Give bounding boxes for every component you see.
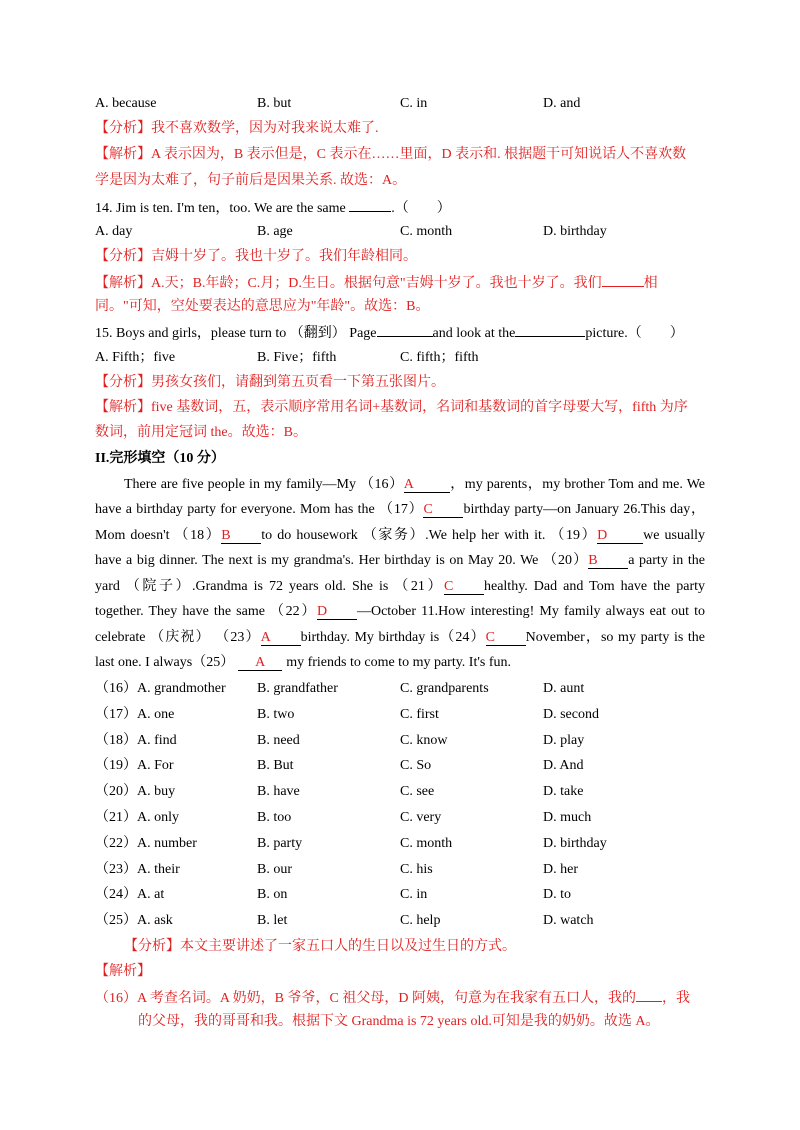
choice-16-b: B. grandfather [257, 681, 338, 696]
explain-item-16-cont: 的父母，我的哥哥和我。根据下文 Grandma is 72 years old.可知是我的奶奶。故选 A。 [138, 1014, 660, 1029]
passage-analysis: 【分析】本文主要讲述了一家五口人的生日以及过生日的方式。 [124, 939, 516, 954]
passage-text: —October 11.How interesting! My family always eat out to [356, 604, 706, 619]
q14-explain-line2: 同。"可知，空处要表达的意思应为"年龄"。故选：B。 [95, 299, 430, 314]
choice-17-b: B. two [257, 707, 295, 722]
passage-text: birthday. My birthday is（24） [300, 630, 486, 645]
passage-text: my friends to come to my party. It's fun. [286, 655, 511, 670]
choice-22-c: C. month [400, 836, 453, 851]
explain-item-16-text: （16）A 考查名词。A 奶奶，B 爷爷，C 祖父母，D 阿姨，句意为在我家有五口人，我的 [95, 991, 636, 1006]
passage-text: have a birthday party for everyone. Mom has the （17） [95, 502, 424, 517]
choice-20-c: C. see [400, 784, 435, 799]
choice-21-d: D. much [543, 810, 592, 825]
q13-option-a: A. because [95, 96, 157, 111]
choice-19-d: D. And [543, 758, 584, 773]
passage-line-1 [124, 476, 705, 494]
answer-19: D [597, 529, 643, 544]
q14-stem [95, 198, 451, 218]
answer-21: C [444, 580, 484, 595]
choice-16-c: C. grandparents [400, 681, 489, 696]
q15-option-c: C. fifth；fifth [400, 350, 479, 365]
choice-18-d: D. play [543, 733, 585, 748]
passage-line-6 [95, 603, 705, 621]
passage-text: healthy. Dad and Tom have the party [483, 579, 705, 594]
q15-explain-line1: 【解析】five 基数词，五，表示顺序常用名词+基数词，名词和基数词的首字母要大写，fifth 为序 [95, 400, 688, 415]
q14-analysis: 【分析】吉姆十岁了。我也十岁了。我们年龄相同。 [95, 249, 417, 264]
choice-20-d: D. take [543, 784, 584, 799]
choice-25-c: C. help [400, 913, 441, 928]
choice-25-b: B. let [257, 913, 288, 928]
explain-item-16-blank [636, 988, 662, 1002]
choice-24-d: D. to [543, 887, 571, 902]
passage-line-7 [95, 629, 705, 647]
q14-stem-text: 14. Jim is ten. I'm ten，too. We are the same [95, 201, 346, 216]
choice-18-b: B. need [257, 733, 300, 748]
answer-16: A [404, 478, 450, 493]
choice-17-a: （17）A. one [95, 707, 175, 722]
section-title: II.完形填空（10 分） [95, 451, 225, 466]
q15-stem-text: 15. Boys and girls，please turn to （翻到） Page [95, 326, 377, 341]
choice-18-a: （18）A. find [95, 733, 177, 748]
q13-explain-line2: 学是因为太难了，句子前后是因果关系. 故选：A。 [95, 173, 407, 188]
passage-text: a party in the [628, 553, 705, 568]
answer-17: C [423, 503, 463, 518]
q13-analysis: 【分析】我不喜欢数学，因为对我来说太难了. [95, 121, 379, 136]
choice-21-c: C. very [400, 810, 442, 825]
q15-stem [95, 323, 684, 343]
q15-option-b: B. Five；fifth [257, 350, 337, 365]
q15-analysis: 【分析】男孩女孩们，请翻到第五页看一下第五张图片。 [95, 375, 445, 390]
q14-explain-end: 相 [643, 276, 658, 291]
choice-21-b: B. too [257, 810, 292, 825]
passage-text: birthday party—on January 26.This day， [463, 502, 706, 517]
choice-24-a: （24）A. at [95, 887, 165, 902]
explain-item-16 [95, 988, 690, 1008]
answer-20: B [588, 554, 628, 569]
q14-option-a: A. day [95, 224, 133, 239]
choice-23-b: B. our [257, 862, 292, 877]
passage-text: yard （院子）.Grandma is 72 years old. She is （21） [95, 579, 444, 594]
choice-24-b: B. on [257, 887, 288, 902]
q13-explain-line1: 【解析】A 表示因为，B 表示但是，C 表示在……里面，D 表示和. 根据题干可知说话人不喜欢数 [95, 147, 687, 162]
passage-line-2 [95, 501, 705, 519]
answer-22: D [317, 605, 357, 620]
choice-20-a: （20）A. buy [95, 784, 176, 799]
choice-25-d: D. watch [543, 913, 594, 928]
passage-text: November，so my party is the [525, 630, 706, 645]
passage-text: together. They have the same （22） [95, 604, 317, 619]
passage-text: There are five people in my family—My （16） [124, 477, 404, 492]
passage-text: to do housework （家务）.We help her with it. （19） [261, 528, 598, 543]
choice-19-b: B. But [257, 758, 294, 773]
passage-text: last one. I always（25） [95, 655, 235, 670]
q14-option-c: C. month [400, 224, 453, 239]
q15-stem-mid: and look at the [432, 326, 516, 341]
choice-23-c: C. his [400, 862, 433, 877]
passage-line-5 [95, 578, 705, 596]
passage-text: ，my parents，my brother Tom and me. We [449, 477, 705, 492]
choice-23-a: （23）A. their [95, 862, 180, 877]
q14-explain-blank [602, 273, 644, 287]
choice-23-d: D. her [543, 862, 578, 877]
q15-stem-end: picture.（ ） [585, 326, 684, 341]
choice-20-b: B. have [257, 784, 300, 799]
passage-text: celebrate （庆祝） （23） [95, 630, 261, 645]
answer-24: C [486, 631, 526, 646]
explain-item-16-end: ，我 [661, 991, 690, 1006]
passage-line-8 [95, 654, 511, 672]
choice-16-d: D. aunt [543, 681, 585, 696]
passage-text: have a big dinner. The next is my grandma's. Her birthday is on May 20. We （20） [95, 553, 589, 568]
q15-explain-line2: 数词，前用定冠词 the。故选：B。 [95, 425, 307, 440]
choice-24-c: C. in [400, 887, 428, 902]
choice-22-b: B. party [257, 836, 303, 851]
q15-blank-1 [377, 323, 433, 337]
q13-option-d: D. and [543, 96, 581, 111]
answer-23: A [261, 631, 301, 646]
q14-blank [349, 198, 391, 212]
choice-18-c: C. know [400, 733, 448, 748]
choice-22-a: （22）A. number [95, 836, 197, 851]
answer-25: A [238, 656, 282, 671]
passage-line-3 [95, 527, 705, 545]
choice-17-c: C. first [400, 707, 439, 722]
answer-18: B [221, 529, 261, 544]
q14-explain-text: 【解析】A.天；B.年龄；C.月；D.生日。根据句意"吉姆十岁了。我也十岁了。我们 [95, 276, 602, 291]
q14-option-b: B. age [257, 224, 293, 239]
choice-25-a: （25）A. ask [95, 913, 173, 928]
passage-text: we usually [643, 528, 705, 543]
choice-21-a: （21）A. only [95, 810, 179, 825]
choice-19-a: （19）A. For [95, 758, 174, 773]
q14-option-d: D. birthday [543, 224, 607, 239]
q15-option-a: A. Fifth；five [95, 350, 176, 365]
choice-16-a: （16）A. grandmother [95, 681, 226, 696]
choice-17-d: D. second [543, 707, 599, 722]
choice-19-c: C. So [400, 758, 432, 773]
passage-text: Mom doesn't （18） [95, 528, 222, 543]
q13-option-c: C. in [400, 96, 428, 111]
passage-line-4 [95, 552, 705, 570]
q13-option-b: B. but [257, 96, 292, 111]
explain-title: 【解析】 [95, 964, 151, 979]
choice-22-d: D. birthday [543, 836, 607, 851]
q14-stem-end: .（ ） [391, 201, 451, 216]
q14-explain-line1 [95, 273, 658, 293]
q15-blank-2 [515, 323, 585, 337]
